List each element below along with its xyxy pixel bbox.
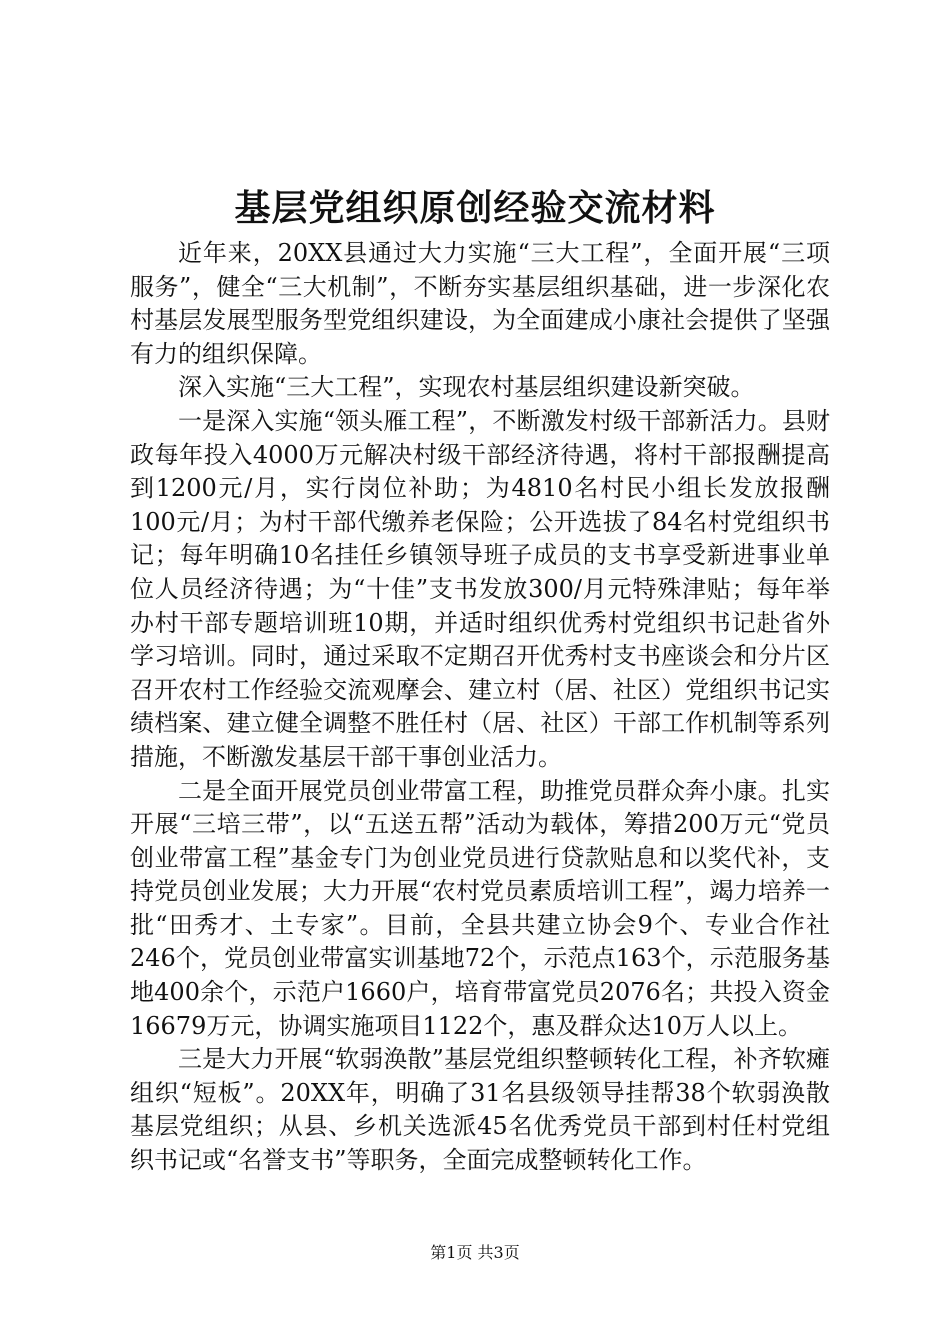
paragraph-point-three: 三是大力开展“软弱涣散”基层党组织整顿转化工程，补齐软瘫组织“短板”。20XX年，明确了31名县级领导挂帮38个软弱涣散基层党组织；从县、乡机关选派45名优秀党员干部到村任村党组织书记或“名誉支书”等职务，全面完成整顿转化工作。 <box>130 1045 830 1175</box>
document-body <box>130 237 830 1178</box>
paragraph-point-one: 一是深入实施“领头雁工程”，不断激发村级干部新活力。县财政每年投入4000万元解决村级干部经济待遇，将村干部报酬提高到1200元/月，实行岗位补助；为4810名村民小组长发放报酬100元/月；为村干部代缴养老保险；公开选拔了84名村党组织书记；每年明确10名挂任乡镇领导班子成员的支书享受新进事业单位人员经济待遇；为“十佳”支书发放300/月元特殊津贴；每年举办村干部专题培训班10期，并适时组织优秀村党组织书记赴省外学习培训。同时，通过采取不定期召开优秀村支书座谈会和分片区召开农村工作经验交流观摩会、建立村（居、社区）党组织书记实绩档案、建立健全调整不胜任村（居、社区）干部工作机制等系列措施，不断激发基层干部干事创业活力。 <box>130 406 830 771</box>
paragraph-intro: 近年来，20XX县通过大力实施“三大工程”，全面开展“三项服务”，健全“三大机制”，不断夯实基层组织基础，进一步深化农村基层发展型服务型党组织建设，为全面建成小康社会提供了坚强有力的组织保障。 <box>130 239 830 368</box>
paragraph-section-heading: 深入实施“三大工程”，实现农村基层组织建设新突破。 <box>178 373 755 402</box>
document-title: 基层党组织原创经验交流材料 <box>234 187 716 229</box>
page-number-footer: 第1页 共3页 <box>430 1243 520 1262</box>
paragraph-point-two: 二是全面开展党员创业带富工程，助推党员群众奔小康。扎实开展“三培三带”，以“五送五帮”活动为载体，筹措200万元“党员创业带富工程”基金专门为创业党员进行贷款贴息和以奖代补，支持党员创业发展；大力开展“农村党员素质培训工程”，竭力培养一批“田秀才、土专家”。目前，全县共建立协会9个、专业合作社246个，党员创业带富实训基地72个，示范点163个，示范服务基地400余个，示范户1660户，培育带富党员2076名；共投入资金16679万元，协调实施项目1122个，惠及群众达10万人以上。 <box>130 776 830 1040</box>
